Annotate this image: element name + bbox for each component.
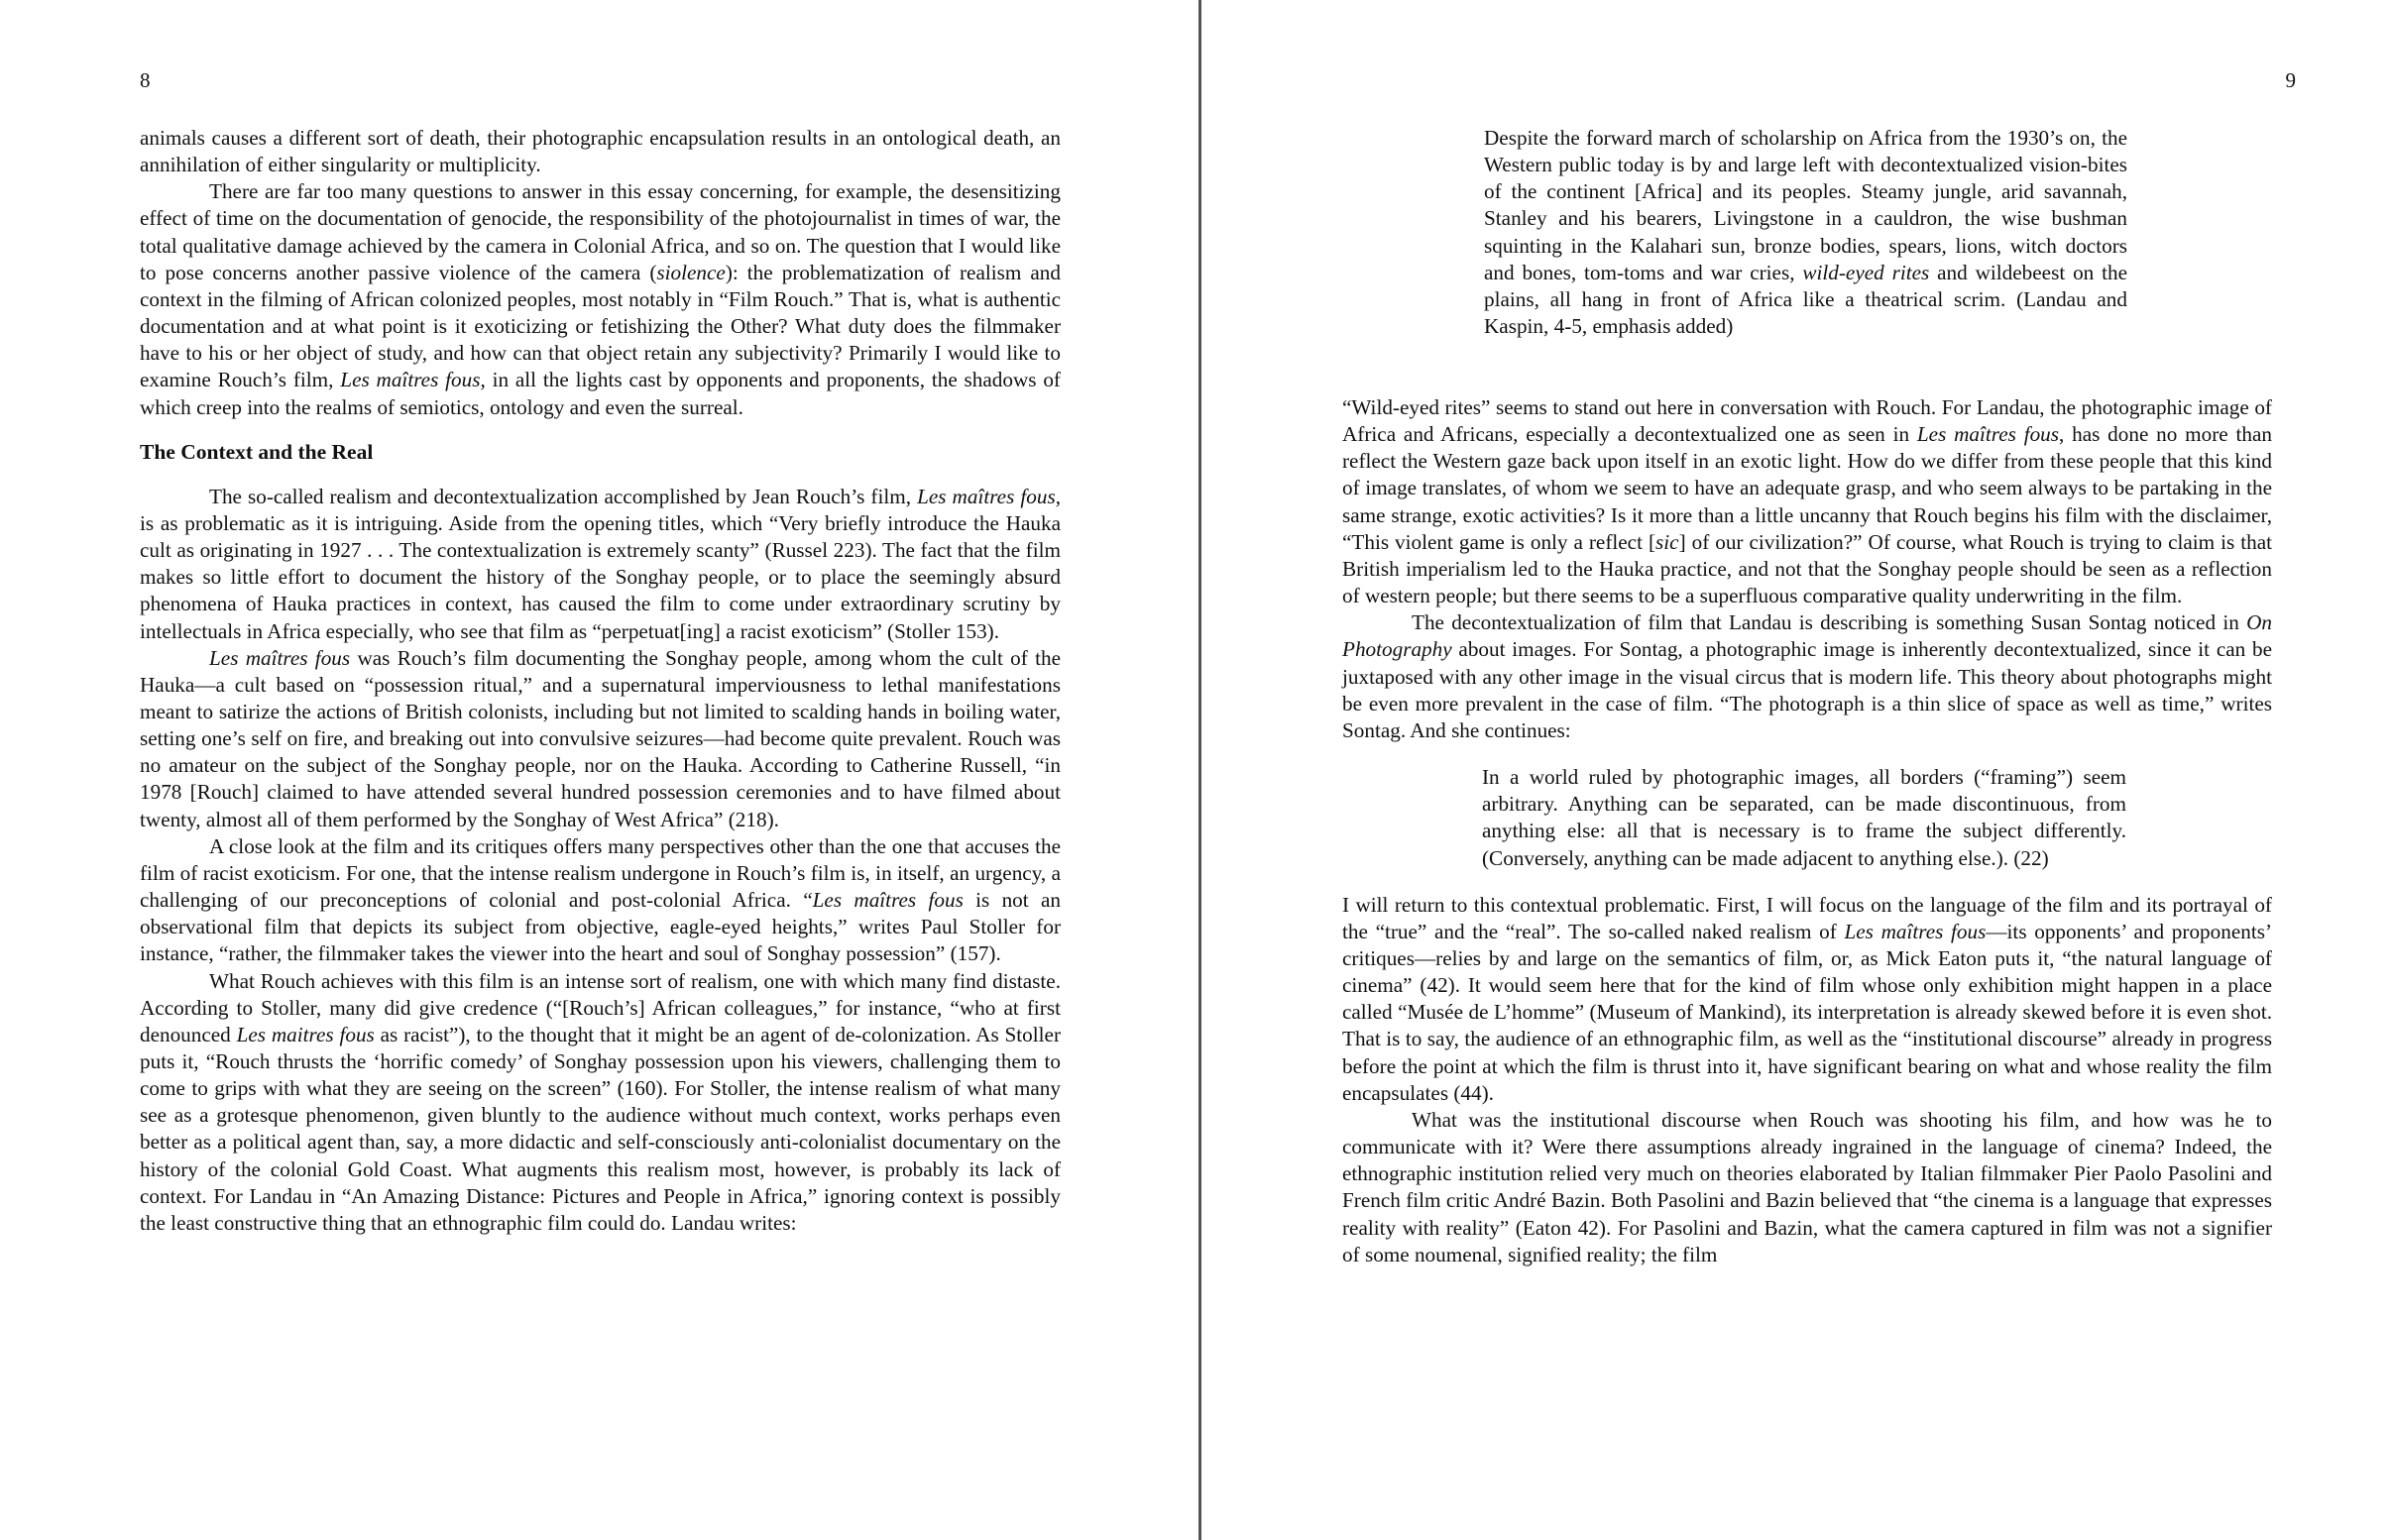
left-para-4: Les maîtres fous was Rouch’s film documenting the Songhay people, among whom the cult of the Hauka—a cult based on “possession ritual,” and a supernatural imperviousness to lethal manifestations meant to satirize the actions of British colonists, including but not limited to scalding hands in boiling water, setting one’s self on fire, and breaking out into convulsive seizures—had become quite prevalent. Rouch was no amateur on the subject of the Songhay people, nor on the Hauka. According to Catherine Russell, “in 1978 [Rouch] claimed to have attended several hundred possession ceremonies and to have filmed about twenty, almost all of them performed by the Songhay of West Africa” (218). xyxy=(140,645,1062,831)
left-para-3: The so-called realism and decontextualization accomplished by Jean Rouch’s film, Les maîtres fous, is as problematic as it is intriguing. Aside from the opening titles, which “Very briefly introduce the Hauka cult as originating in 1927 . . . The contextualization is extremely scanty” (Russel 223). The fact that the film makes so little effort to document the history of the Songhay people, or to place the seemingly absurd phenomena of Hauka practices in context, has caused the film to come under extraordinary scrutiny by intellectuals in Africa especially, who see that film as “perpetuat[ing] a racist exoticism” (Stoller 153). xyxy=(140,484,1061,643)
block-quote-sontag: In a world ruled by photographic images, all borders (“framing”) seem arbitrary. Anything can be separated, can be made discontinuous, from anything else: all that is necessary is to frame the subject differently. (Conversely, anything can be made adjacent to anything else.). (22) xyxy=(1482,765,2126,870)
right-page xyxy=(1202,0,2391,1540)
left-page-body xyxy=(140,125,1061,1237)
left-para-1: animals causes a different sort of death, their photographic encapsulation results in an ontological death, an annihilation of either singularity or multiplicity. xyxy=(140,126,1061,177)
right-page-body xyxy=(1342,394,2272,1268)
left-para-6: What Rouch achieves with this film is an intense sort of realism, one with which many find distaste. According to Stoller, many did give credence (“[Rouch’s] African colleagues,” for instance, “who at first denounced Les maitres fous as racist”), to the thought that it might be an agent of de-colonization. As Stoller puts it, “Rouch thrusts the ‘horrific comedy’ of Songhay possession upon his viewers, challenging them to come to grips with what they are seeing on the screen” (160). For Stoller, the intense realism of what many see as a grotesque phenomenon, given bluntly to the audience without much context, works perhaps even better as a political agent than, say, a more didactic and self-consciously anti-colonialist documentary on the history of the colonial Gold Coast. What augments this realism most, however, is probably its lack of context. For Landau in “An Amazing Distance: Pictures and People in Africa,” ignoring context is possibly the least constructive thing that an ethnographic film could do. Landau writes: xyxy=(140,968,1062,1235)
page-number-right: 9 xyxy=(2285,68,2296,92)
right-para-1: “Wild-eyed rites” seems to stand out here in conversation with Rouch. For Landau, the photographic image of Africa and Africans, especially a decontextualized one as seen in Les maîtres fous, has done no more than reflect the Western gaze back upon itself in an exotic light. How do we differ from these people that this kind of image translates, of whom we seem to have an adequate grasp, and who seem always to be partaking in the same strange, exotic activities? Is it more than a little uncanny that Rouch begins his film with the disclaimer, “This violent game is only a reflect [sic] of our civilization?” Of course, what Rouch is trying to claim is that British imperialism led to the Hauka practice, and not that the Songhay people should be seen as a reflection of western people; but there seems to be a superfluous comparative quality underwriting in the film. xyxy=(1342,395,2272,608)
section-heading: The Context and the Real xyxy=(140,439,374,464)
right-para-4: What was the institutional discourse when Rouch was shooting his film, and how was he to communicate with it? Were there assumptions already ingrained in the language of cinema? Indeed, the ethnographic institution relied very much on theories elaborated by Italian filmmaker Pier Paolo Pasolini and French film critic André Bazin. Both Pasolini and Bazin believed that “the cinema is a language that expresses reality with reality” (Eaton 42). For Pasolini and Bazin, what the camera captured in film was not a signifier of some noumenal, signified reality; the film xyxy=(1342,1107,2272,1266)
left-para-2: There are far too many questions to answer in this essay concerning, for example, the desensitizing effect of time on the documentation of genocide, the responsibility of the photojournalist in times of war, the total qualitative damage achieved by the camera in Colonial Africa, and so on. The question that I would like to pose concerns another passive violence of the camera (siolence): the problematization of realism and context in the filming of African colonized peoples, most notably in “Film Rouch.” That is, what is authentic documentation and at what point is it exoticizing or fetishizing the Other? What duty does the filmmaker have to his or her object of study, and how can that object retain any subjectivity? Primarily I would like to examine Rouch’s film, Les maîtres fous, in all the lights cast by opponents and proponents, the shadows of which creep into the realms of semiotics, ontology and even the surreal. xyxy=(140,179,1061,419)
left-para-5: A close look at the film and its critiques offers many perspectives other than the one that accuses the film of racist exoticism. For one, that the intense realism undergone in Rouch’s film is, in itself, an urgency, a challenging of our preconceptions of colonial and post-colonial Africa. “Les maîtres fous is not an observational film that depicts its subject from objective, eagle-eyed heights,” writes Paul Stoller for instance, “rather, the filmmaker takes the viewer into the heart and soul of Songhay possession” (157). xyxy=(140,833,1061,966)
block-quote-landau: Despite the forward march of scholarship on Africa from the 1930’s on, the Western public today is by and large left with decontextualized vision-bites of the continent [Africa] and its peoples. Steamy jungle, arid savannah, Stanley and his bearers, Livingstone in a cauldron, the wise bushman squinting in the Kalahari sun, bronze bodies, spears, lions, witch doctors and bones, tom-toms and war cries, wild-eyed rites and wildebeest on the plains, all hang in front of Africa like a theatrical scrim. (Landau and Kaspin, 4-5, emphasis added) xyxy=(1484,126,2128,339)
right-para-2: The decontextualization of film that Landau is describing is something Susan Sontag noticed in On Photography about images. For Sontag, a photographic image is inherently decontextualized, since it can be juxtaposed with any other image in the visual circus that is modern life. This theory about photographs might be even more prevalent in the case of film. “The photograph is a thin slice of space as well as time,” writes Sontag. And she continues: xyxy=(1342,610,2272,742)
page-divider xyxy=(1198,0,1201,1540)
right-para-3: I will return to this contextual problematic. First, I will focus on the language of the film and its portrayal of the “true” and the “real”. The so-called naked realism of Les maîtres fous—its opponents’ and proponents’ critiques—relies by and large on the semantics of film, or, as Mick Eaton puts it, “the natural language of cinema” (42). It would seem here that for the kind of film whose only exhibition might happen in a place called “Musée de L’homme” (Museum of Mankind), its interpretation is already skewed before it is even shot. That is to say, the audience of an ethnographic film, as well as the “institutional discourse” already in progress before the point at which the film is thrust into it, have significant bearing on what and whose reality the film encapsulates (44). xyxy=(1342,892,2273,1105)
page-number-left: 8 xyxy=(140,68,151,92)
